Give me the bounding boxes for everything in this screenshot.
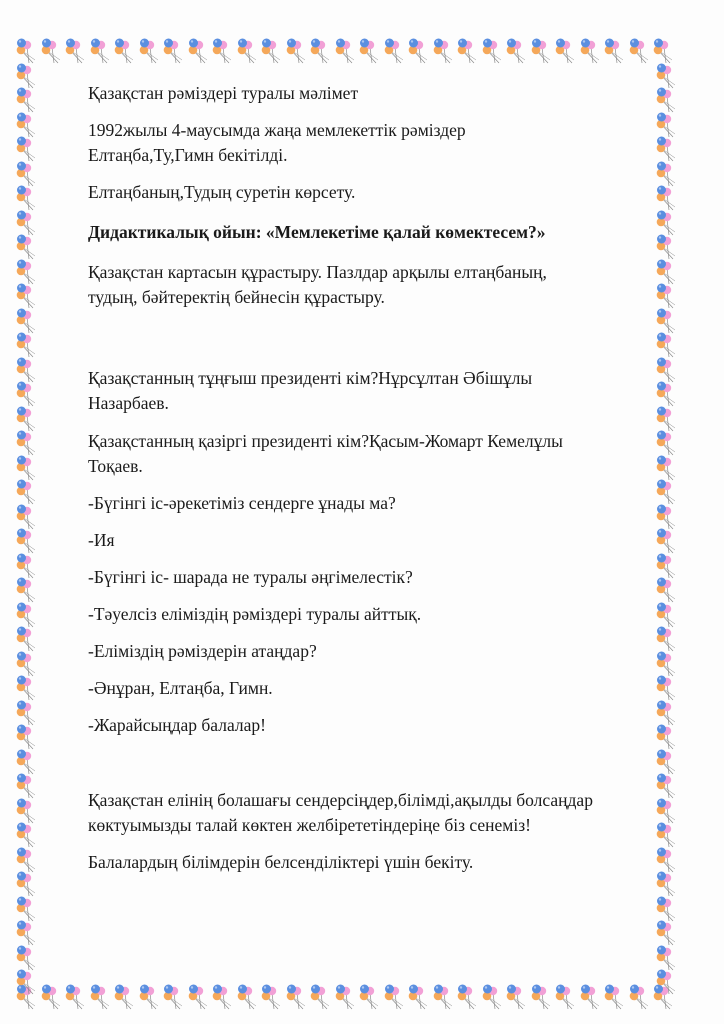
- balloon-icon: [654, 673, 678, 701]
- balloon-icon: [553, 36, 577, 64]
- balloon-icon: [39, 36, 63, 64]
- balloon-icon: [455, 982, 479, 1010]
- balloon-icon: [504, 36, 528, 64]
- dialogue-line: -Жарайсыңдар балалар!: [88, 715, 266, 735]
- balloon-icon: [259, 982, 283, 1010]
- balloon-icon: [654, 575, 678, 603]
- balloon-icon: [654, 477, 678, 505]
- balloon-icon: [308, 982, 332, 1010]
- paragraph-line: Тоқаев.: [88, 456, 143, 476]
- balloon-icon: [14, 36, 38, 64]
- balloon-icon: [480, 982, 504, 1010]
- balloon-icon: [14, 134, 38, 162]
- dialogue-line: -Еліміздің рәміздерін атаңдар?: [88, 641, 317, 661]
- paragraph-line: Қазақстан елінің болашағы сендерсіңдер,білімді,ақылды болсаңдар: [88, 790, 593, 810]
- balloon-icon: [602, 982, 626, 1010]
- balloon-icon: [14, 967, 38, 995]
- balloon-icon: [137, 36, 161, 64]
- dialogue-line: -Ия: [88, 530, 115, 550]
- balloon-icon: [504, 982, 528, 1010]
- balloon-icon: [382, 982, 406, 1010]
- paragraph-line: көктуымызды талай көктен желбірететіндеріңе біз сенеміз!: [88, 815, 531, 835]
- balloon-icon: [308, 36, 332, 64]
- paragraph-line: Қазақстанның тұңғыш президенті кім?Нұрсұлтан Әбішұлы: [88, 368, 533, 388]
- balloon-icon: [382, 36, 406, 64]
- balloon-icon: [14, 330, 38, 358]
- balloon-icon: [654, 624, 678, 652]
- balloon-icon: [186, 36, 210, 64]
- balloon-icon: [14, 232, 38, 260]
- balloon-icon: [14, 771, 38, 799]
- balloon-icon: [480, 36, 504, 64]
- paragraph-line: Елтаңбаның,Тудың суретін көрсету.: [88, 182, 356, 202]
- heading-symbols-info: Қазақстан рәміздері туралы мәлімет: [88, 83, 359, 103]
- balloon-icon: [357, 36, 381, 64]
- balloon-icon: [88, 36, 112, 64]
- balloon-icon: [14, 820, 38, 848]
- balloon-icon: [529, 982, 553, 1010]
- balloon-icon: [627, 982, 651, 1010]
- balloon-icon: [88, 982, 112, 1010]
- balloon-icon: [357, 982, 381, 1010]
- balloon-icon: [14, 624, 38, 652]
- balloon-icon: [654, 526, 678, 554]
- balloon-icon: [654, 771, 678, 799]
- balloon-icon: [63, 982, 87, 1010]
- balloon-icon: [284, 36, 308, 64]
- balloon-icon: [654, 918, 678, 946]
- balloon-icon: [333, 36, 357, 64]
- balloon-icon: [654, 183, 678, 211]
- paragraph-line: 1992жылы 4-маусымда жаңа мемлекеттік рәміздер: [88, 120, 466, 140]
- balloon-icon: [63, 36, 87, 64]
- balloon-icon: [455, 36, 479, 64]
- balloon-icon: [553, 982, 577, 1010]
- balloon-icon: [654, 232, 678, 260]
- balloon-icon: [578, 36, 602, 64]
- balloon-icon: [284, 982, 308, 1010]
- balloon-icon: [14, 918, 38, 946]
- balloon-icon: [654, 869, 678, 897]
- balloon-icon: [14, 575, 38, 603]
- balloon-icon: [654, 85, 678, 113]
- balloon-icon: [112, 36, 136, 64]
- balloon-icon: [14, 869, 38, 897]
- balloon-icon: [529, 36, 553, 64]
- balloon-icon: [431, 36, 455, 64]
- balloon-icon: [627, 36, 651, 64]
- paragraph-line: Қазақстанның қазіргі президенті кім?Қасым-Жомарт Кемелұлы: [88, 431, 563, 451]
- balloon-icon: [431, 982, 455, 1010]
- paragraph-line: Елтаңба,Ту,Гимн бекітілді.: [88, 145, 288, 165]
- balloon-icon: [406, 36, 430, 64]
- balloon-icon: [406, 982, 430, 1010]
- balloon-icon: [235, 982, 259, 1010]
- paragraph-line: Қазақстан картасын құрастыру. Пазлдар арқылы елтаңбаның,: [88, 262, 547, 282]
- balloon-icon: [654, 820, 678, 848]
- balloon-icon: [259, 36, 283, 64]
- paragraph-line: тудың, бәйтеректің бейнесін құрастыру.: [88, 287, 385, 307]
- balloon-icon: [14, 85, 38, 113]
- paragraph-line: Балалардың білімдерін белсенділіктері үшін бекіту.: [88, 852, 474, 872]
- dialogue-line: -Бүгінгі іс- шарада не туралы әңгімелестік?: [88, 567, 413, 587]
- balloon-icon: [14, 379, 38, 407]
- balloon-icon: [210, 982, 234, 1010]
- balloon-icon: [654, 330, 678, 358]
- dialogue-line: -Тәуелсіз еліміздің рәміздері туралы айттық.: [88, 604, 422, 624]
- balloon-icon: [14, 183, 38, 211]
- balloon-icon: [14, 281, 38, 309]
- balloon-icon: [654, 428, 678, 456]
- balloon-icon: [14, 477, 38, 505]
- balloon-icon: [654, 967, 678, 995]
- balloon-icon: [333, 982, 357, 1010]
- balloon-icon: [14, 428, 38, 456]
- balloon-icon: [654, 281, 678, 309]
- balloon-icon: [210, 36, 234, 64]
- balloon-icon: [186, 982, 210, 1010]
- balloon-icon: [654, 379, 678, 407]
- balloon-icon: [654, 722, 678, 750]
- balloon-icon: [112, 982, 136, 1010]
- balloon-icon: [14, 722, 38, 750]
- balloon-icon: [14, 526, 38, 554]
- balloon-icon: [161, 36, 185, 64]
- balloon-icon: [651, 36, 675, 64]
- didactic-game-heading: Дидактикалық ойын: «Мемлекетіме қалай көмектесем?»: [88, 222, 546, 242]
- balloon-icon: [14, 673, 38, 701]
- balloon-icon: [578, 982, 602, 1010]
- balloon-icon: [654, 134, 678, 162]
- balloon-icon: [161, 982, 185, 1010]
- paragraph-line: Назарбаев.: [88, 393, 169, 413]
- balloon-icon: [235, 36, 259, 64]
- balloon-icon: [602, 36, 626, 64]
- dialogue-line: -Әнұран, Елтаңба, Гимн.: [88, 678, 273, 698]
- dialogue-line: -Бүгінгі іс-әрекетіміз сендерге ұнады ма?: [88, 493, 396, 513]
- balloon-icon: [137, 982, 161, 1010]
- balloon-icon: [39, 982, 63, 1010]
